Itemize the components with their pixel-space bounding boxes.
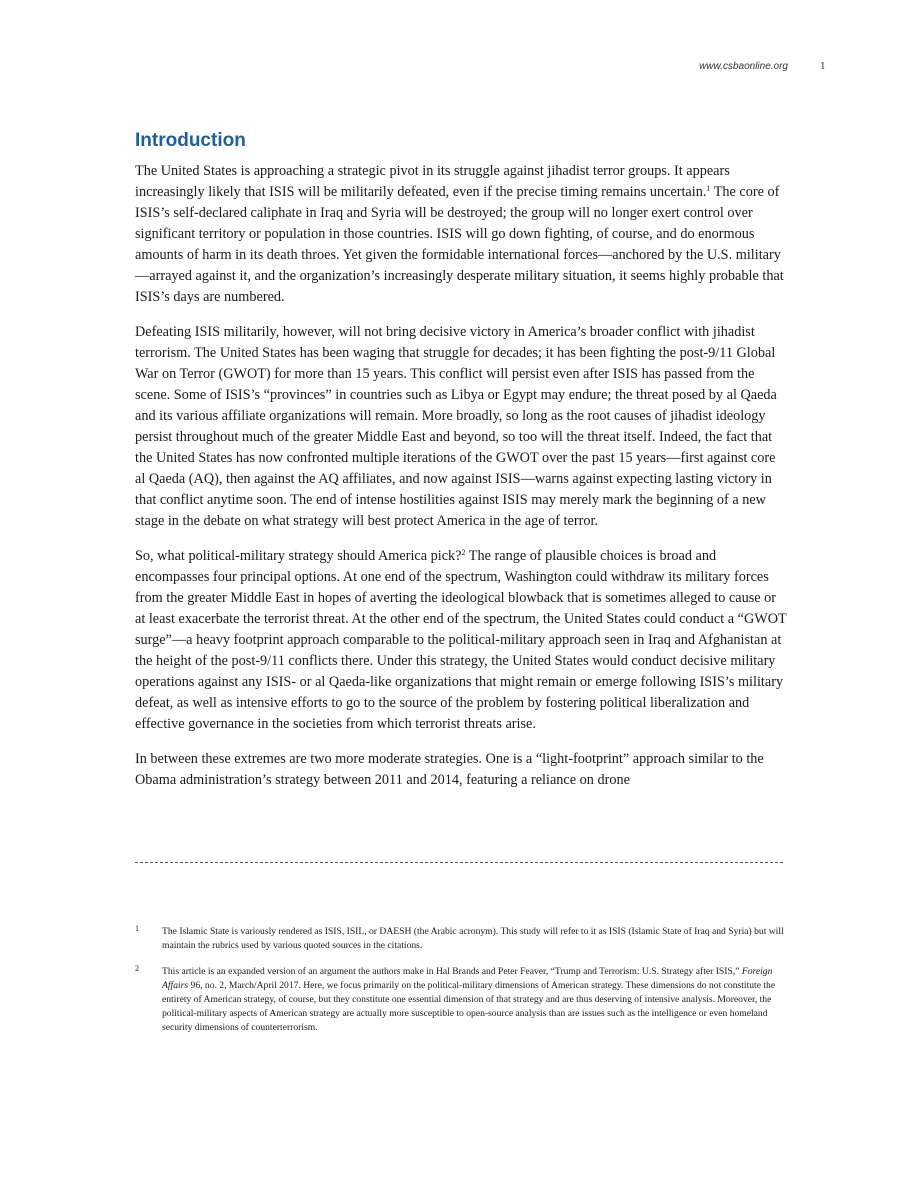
body-paragraph [135,546,787,735]
paragraph-text: The United States is approaching a strategic pivot in its struggle against jihadist terror groups. It appears increasingly likely that ISIS will be militarily defeated, even if the precise timing remains uncertain. [135,163,730,200]
footnote [135,965,785,1035]
footnote-reference[interactable]: 2 [461,548,466,557]
main-content [135,128,787,805]
footnote-text: This article is an expanded version of an argument the authors make in Hal Brands and Peter Feaver, “Trump and Terrorism: U.S. Strategy after ISIS,” [162,966,742,977]
footnote [135,925,785,953]
body-paragraph [135,161,787,308]
footnote-number: 1 [135,924,139,933]
page-number: 1 [820,60,826,72]
site-url[interactable]: www.csbaonline.org [699,61,788,72]
paragraph-text: So, what political-military strategy should America pick? [135,548,462,564]
body-paragraph [135,749,787,791]
footnotes [135,925,785,1047]
paragraph-text: The range of plausible choices is broad and encompasses four principal options. At one end of the spectrum, Washington could withdraw its military forces from the greater Middle East in hopes of averting the ideological blowback that is sometimes alleged to cause or at least exacerbate the terrorist threat. At the other end of the spectrum, the United States could conduct a “GWOT surge”—a heavy footprint approach comparable to the political-military approach seen in Iraq and Afghanistan at the height of the post-9/11 conflicts there. Under this strategy, the United States would conduct decisive military operations against any ISIS- or al Qaeda-like organizations that might remain or emerge following ISIS’s military defeat, as well as intensive efforts to go to the source of the problem by fostering political liberalization and effective governance in the societies from which terrorist threats arise. [135,548,787,732]
body-paragraph [135,322,787,532]
paragraph-text: The core of ISIS’s self-declared caliphate in Iraq and Syria will be destroyed; the group will no longer exert control over significant territory or population in those countries. ISIS will go down fighting, of course, and do enormous amounts of harm in its death throes. Yet given the formidable international forces—anchored by the U.S. military—arrayed against it, and the organization’s increasingly desperate military situation, it seems highly probable that ISIS’s days are numbered. [135,184,784,305]
footnote-number: 2 [135,964,139,973]
paragraph-text: Defeating ISIS militarily, however, will not bring decisive victory in America’s broader conflict with jihadist terrorism. The United States has been waging that struggle for decades; it has been fighting the post-9/11 Global War on Terror (GWOT) for more than 15 years. This conflict will persist even after ISIS has passed from the scene. Some of ISIS’s “provinces” in countries such as Libya or Egypt may endure; the threat posed by al Qaeda and its various affiliate organizations will remain. More broadly, so long as the root causes of jihadist ideology persist throughout much of the greater Middle East and beyond, so too will the threat itself. Indeed, the fact that the United States has now confronted multiple iterations of the GWOT over the past 15 years—first against core al Qaeda (AQ), then against the AQ affiliates, and now against ISIS—warns against expecting lasting victory in that conflict anytime soon. The end of intense hostilities against ISIS may merely mark the beginning of a new stage in the debate on what strategy will best protect America in the age of terror. [135,324,777,529]
footnote-separator [135,862,783,863]
footnote-italic-text: Foreign Affairs [162,966,773,991]
footnote-reference[interactable]: 1 [706,184,711,193]
paragraph-text: In between these extremes are two more moderate strategies. One is a “light-footprint” approach similar to the Obama administration’s strategy between 2011 and 2014, featuring a reliance on drone [135,751,764,788]
body-paragraphs [135,161,787,791]
footnote-text: The Islamic State is variously rendered as ISIS, ISIL, or DAESH (the Arabic acronym). This study will refer to it as ISIS (Islamic State of Iraq and Syria) but will maintain the rubrics used by various quoted sources in the citations. [162,926,784,951]
page-header [0,61,920,77]
footnote-text: 96, no. 2, March/April 2017. Here, we focus primarily on the political-military dimensions of American strategy. These dimensions do not constitute the entirety of American strategy, of course, but they constitute one essential dimension of that strategy and are thus deserving of intensive analysis. Moreover, the political-military aspects of American strategy are actually more susceptible to open-source analysis than are issues such as the intelligence or even homeland security dimensions of counterterrorism. [162,980,776,1033]
section-title: Introduction [135,130,246,151]
